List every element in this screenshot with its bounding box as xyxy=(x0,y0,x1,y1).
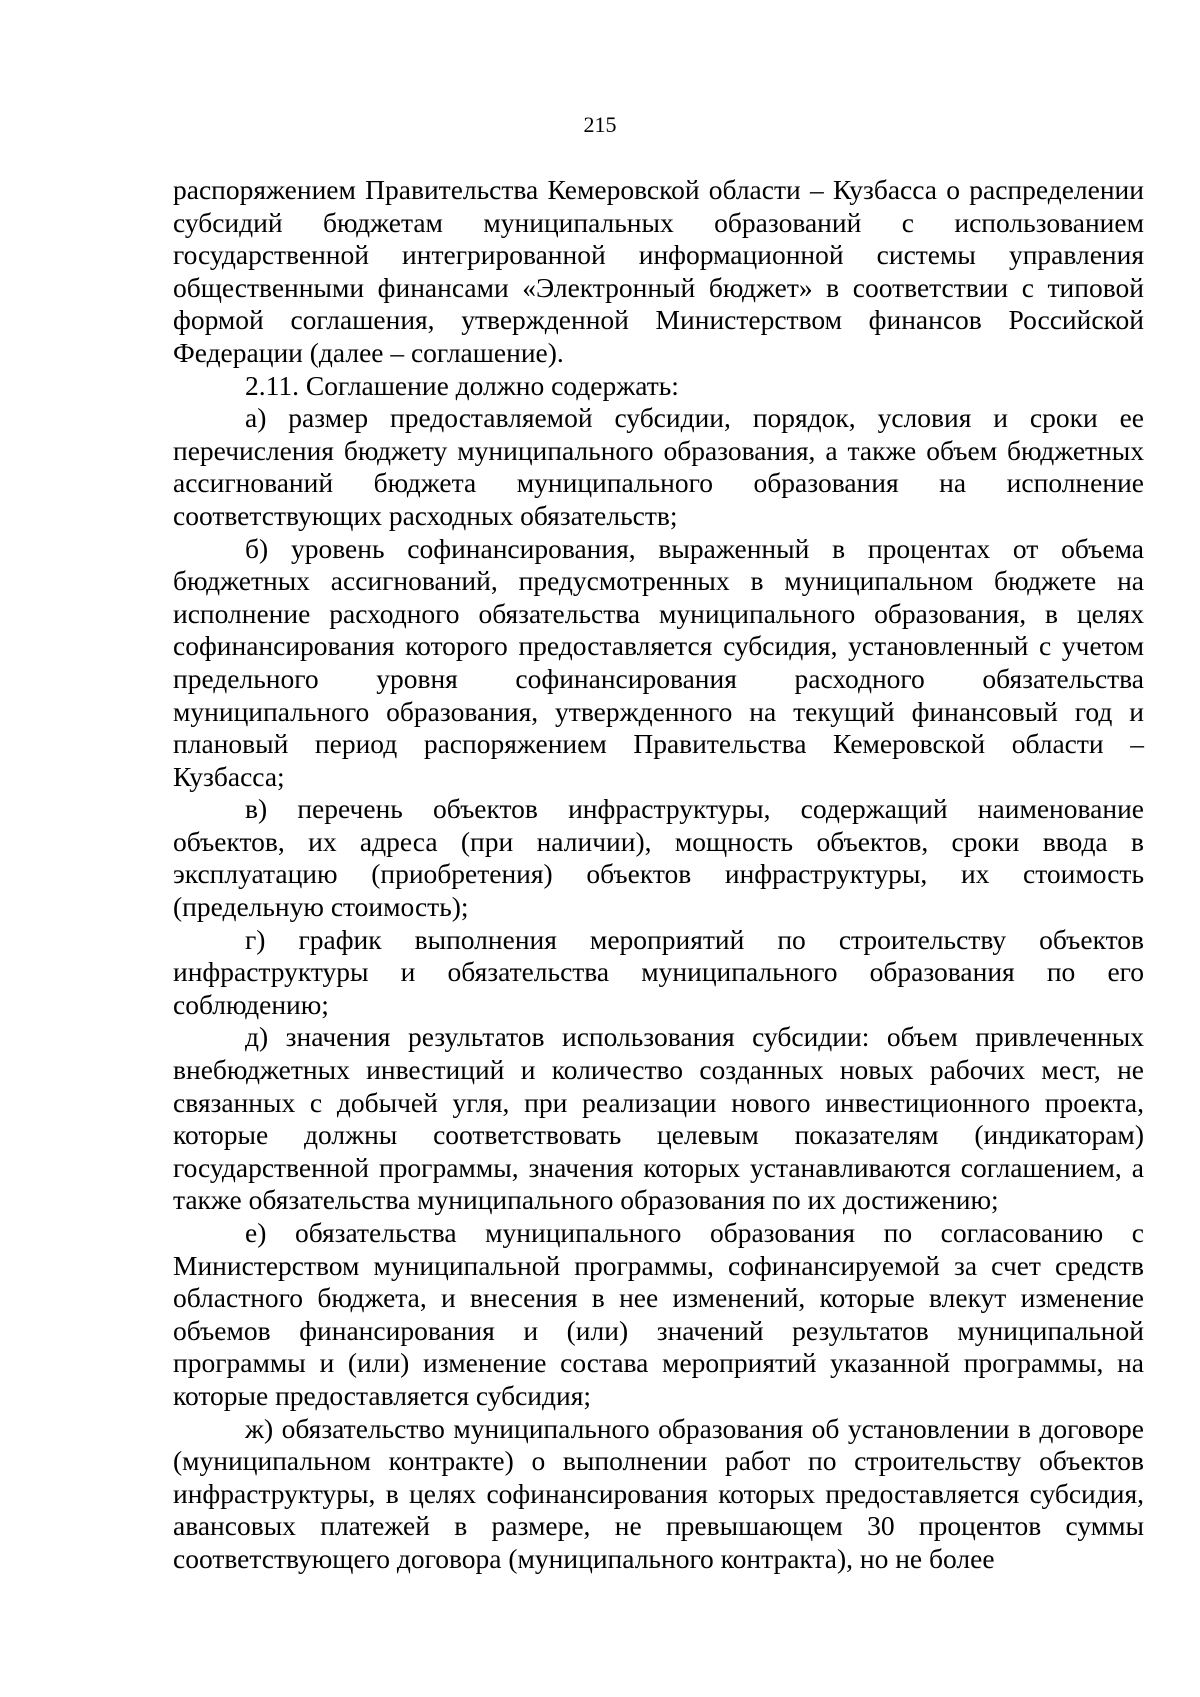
paragraph-continuation: распоряжением Правительства Кемеровской области – Кузбасса о распределении субсидий бюджетам муниципальных образований с использованием государственной интегрированной информационной системы управления общественными финансами «Электронный бюджет» в соответствии с типовой формой соглашения, утвержденной Министерством финансов Российской Федерации (далее – соглашение). xyxy=(173,174,1144,368)
paragraph-clause-2-11: 2.11. Соглашение должно содержать: xyxy=(245,369,679,401)
paragraph-item-zh: ж) обязательство муниципального образования об установлении в договоре (муниципальном контракте) о выполнении работ по строительству объектов инфраструктуры, в целях софинансирования которых предоставляется субсидия, авансовых платежей в размере, не превышающем 30 процентов суммы соответствующего договора (муниципального контракта), но не более xyxy=(173,1412,1144,1574)
paragraph-item-e: е) обязательства муниципального образования по согласованию с Министерством муниципальной программы, софинансируемой за счет средств областного бюджета, и внесения в нее изменений, которые влекут изменение объемов финансирования и (или) значений результатов муниципальной программы и (или) изменение состава мероприятий указанной программы, на которые предоставляется субсидия; xyxy=(173,1217,1144,1411)
paragraph-item-b: б) уровень софинансирования, выраженный в процентах от объема бюджетных ассигнований, предусмотренных в муниципальном бюджете на исполнение расходного обязательства муниципального образования, в целях софинансирования которого предоставляется субсидия, установленный с учетом предельного уровня софинансирования расходного обязательства муниципального образования, утвержденного на текущий финансовый год и плановый период распоряжением Правительства Кемеровской области – Кузбасса; xyxy=(173,532,1144,792)
document-body xyxy=(173,174,1144,1576)
paragraph-item-g: г) график выполнения мероприятий по строительству объектов инфраструктуры и обязательства муниципального образования по его соблюдению; xyxy=(173,923,1144,1020)
paragraph-item-d: д) значения результатов использования субсидии: объем привлеченных внебюджетных инвестиций и количество созданных новых рабочих мест, не связанных с добычей угля, при реализации нового инвестиционного проекта, которые должны соответствовать целевым показателям (индикаторам) государственной программы, значения которых устанавливаются соглашением, а также обязательства муниципального образования по их достижению; xyxy=(173,1021,1144,1216)
page-number: 215 xyxy=(583,112,617,137)
paragraph-item-a: а) размер предоставляемой субсидии, порядок, условия и сроки ее перечисления бюджету муниципального образования, а также объем бюджетных ассигнований бюджета муниципального образования на исполнение соответствующих расходных обязательств; xyxy=(173,402,1144,531)
paragraph-item-v: в) перечень объектов инфраструктуры, содержащий наименование объектов, их адреса (при наличии), мощность объектов, сроки ввода в эксплуатацию (приобретения) объектов инфраструктуры, их стоимость (предельную стоимость); xyxy=(173,793,1144,923)
